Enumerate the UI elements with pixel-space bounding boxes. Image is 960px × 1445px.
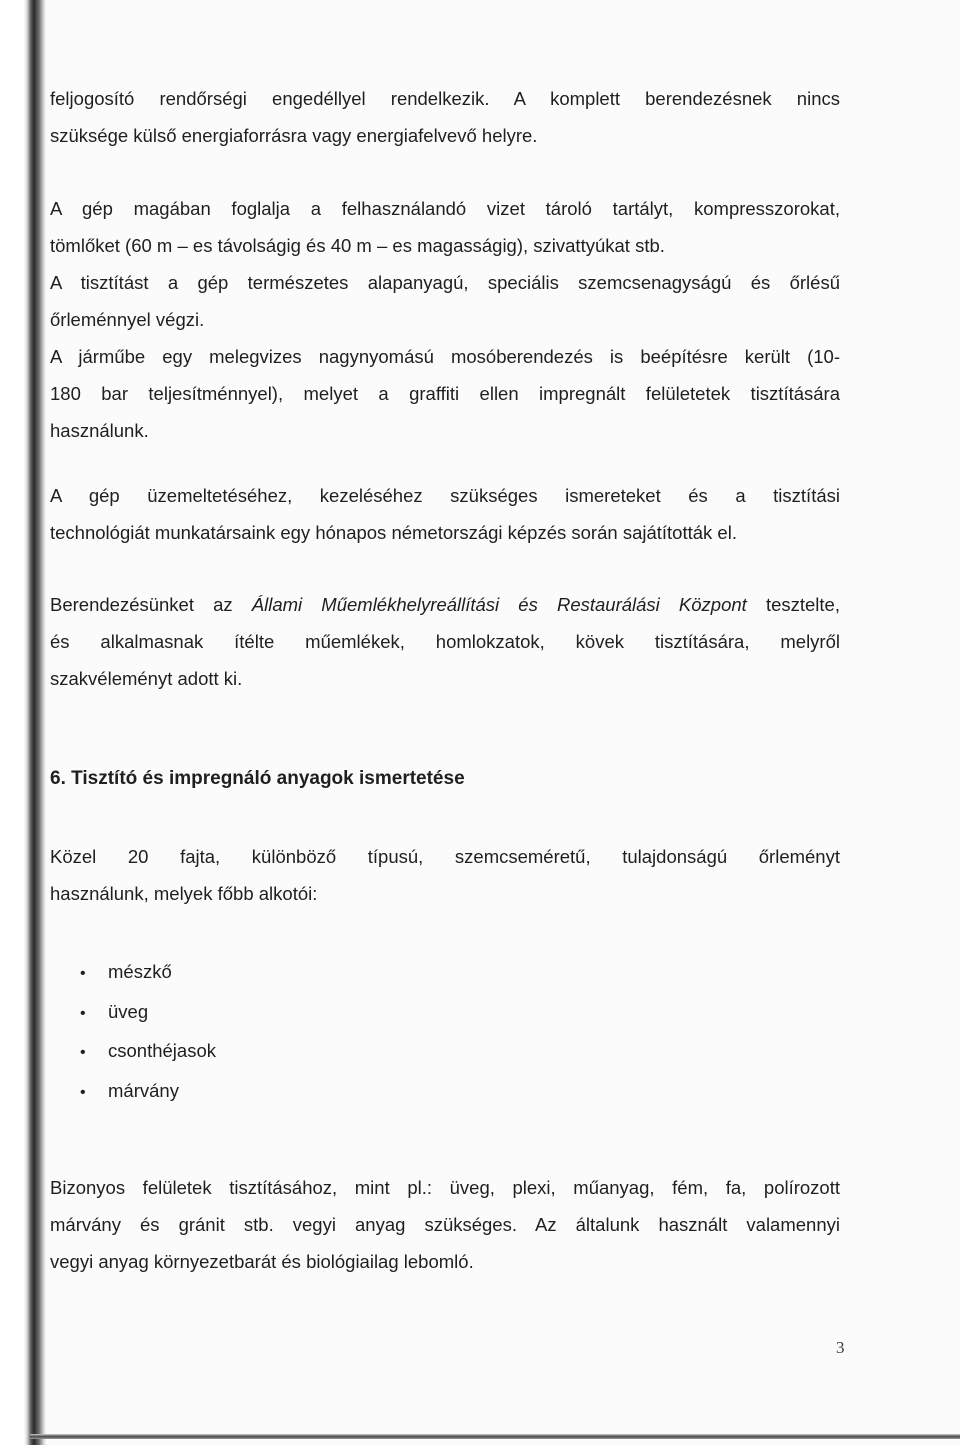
- text-segment: tesztelte,: [746, 594, 840, 615]
- paragraph-certification: [50, 586, 840, 697]
- list-item-label: csonthéjasok: [108, 1040, 216, 1061]
- text-line: szüksége külső energiaforrásra vagy energiafelvevő helyre.: [50, 125, 538, 146]
- paragraph-chemicals: [50, 1169, 840, 1280]
- text-line: és alkalmasnak ítélte műemlékek, homlokzatok, kövek tisztítására, melyről: [50, 631, 840, 652]
- text-line: technológiát munkatársaink egy hónapos németországi képzés során sajátították el.: [50, 522, 737, 543]
- text-line: tömlőket (60 m – es távolságig és 40 m – es magasságig), szivattyúkat stb.: [50, 235, 665, 256]
- text-line: használunk, melyek főbb alkotói:: [50, 883, 318, 904]
- list-item-label: mészkő: [108, 961, 172, 982]
- list-item: [80, 1032, 216, 1072]
- text-line: Közel 20 fajta, különböző típusú, szemcseméretű, tulajdonságú őrleményt: [50, 846, 840, 867]
- text-line: A tisztítást a gép természetes alapanyagú, speciális szemcsenagyságú és őrlésű: [50, 272, 840, 293]
- text-line: márvány és gránit stb. vegyi anyag szükséges. Az általunk használt valamennyi: [50, 1214, 840, 1235]
- scan-bottom-edge: [30, 1434, 960, 1439]
- scan-left-edge: [0, 0, 46, 1445]
- institution-name: Állami Műemlékhelyreállítási és Restaurálási Központ: [251, 594, 747, 615]
- paragraph-training: [50, 477, 840, 551]
- list-item-label: márvány: [108, 1079, 179, 1101]
- paragraph-permit: [50, 80, 840, 154]
- list-item: [80, 953, 216, 993]
- text-line: őrleménnyel végzi.: [50, 309, 205, 330]
- paragraph-materials-intro: [50, 838, 840, 912]
- text-line: feljogosító rendőrségi engedéllyel rendelkezik. A komplett berendezésnek nincs: [50, 88, 840, 109]
- text-segment: Berendezésünket az: [50, 594, 252, 615]
- text-line: A járműbe egy melegvizes nagynyomású mosóberendezés is beépítésre került (10-: [50, 346, 840, 367]
- bullet-icon: •: [80, 1083, 86, 1101]
- list-item-label: üveg: [108, 1000, 149, 1022]
- text-line: Bizonyos felületek tisztításához, mint pl.: üveg, plexi, műanyag, fém, fa, polírozott: [50, 1177, 840, 1198]
- paragraph-machine-description: [50, 190, 840, 449]
- bullet-icon: •: [80, 965, 86, 982]
- text-line: szakvéleményt adott ki.: [50, 668, 243, 689]
- bullet-icon: •: [80, 1044, 86, 1061]
- text-line: [50, 586, 840, 623]
- section-heading: 6. Tisztító és impregnáló anyagok ismertetése: [50, 768, 465, 789]
- text-line: vegyi anyag környezetbarát és biológiailag lebomló.: [50, 1251, 474, 1272]
- materials-list: [80, 953, 216, 1111]
- list-item: [80, 993, 216, 1033]
- text-line: A gép magában foglalja a felhasználandó vizet tároló tartályt, kompresszorokat,: [50, 198, 840, 219]
- text-line: használunk.: [50, 420, 149, 441]
- bullet-icon: •: [80, 1004, 86, 1022]
- text-line: A gép üzemeltetéséhez, kezeléséhez szükséges ismereteket és a tisztítási: [50, 485, 840, 506]
- page-number: 3: [836, 1338, 845, 1357]
- list-item: [80, 1072, 216, 1112]
- text-line: 180 bar teljesítménnyel), melyet a graffiti ellen impregnált felületetek tisztítására: [50, 383, 840, 404]
